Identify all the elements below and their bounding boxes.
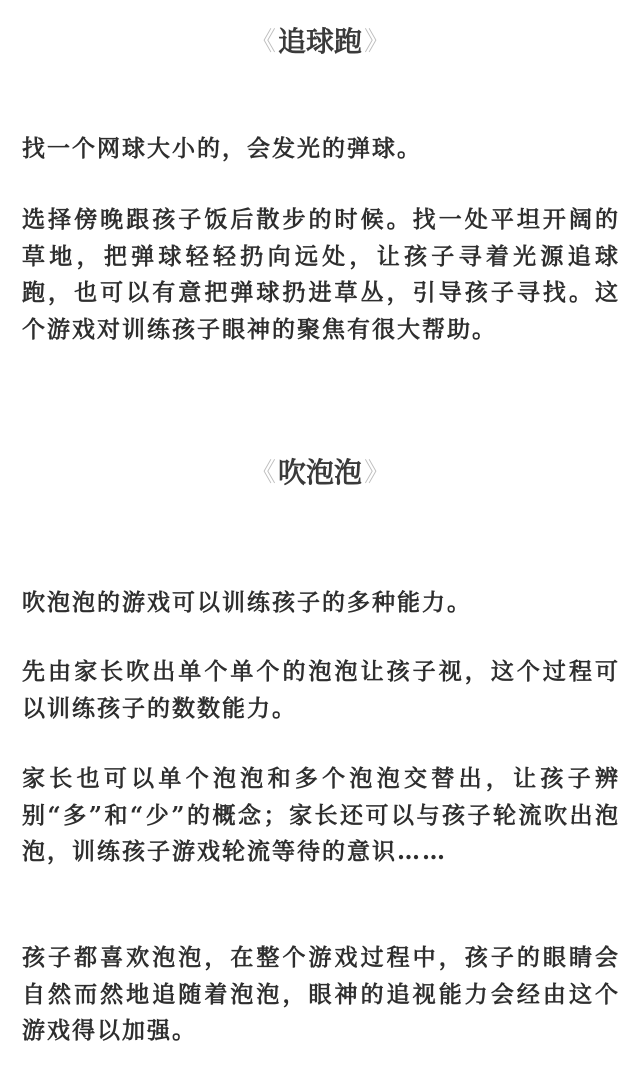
- title-left-mark: 《: [249, 458, 276, 488]
- section-title-chase-ball: [0, 24, 640, 60]
- paragraph: 吹泡泡的游戏可以训练孩子的多种能力。: [22, 589, 472, 616]
- section-title-text: 追球跑: [277, 25, 362, 58]
- paragraph: 找一个网球大小的，会发光的弹球。: [22, 135, 422, 162]
- title-right-mark: 》: [364, 27, 391, 57]
- paragraph: 选择傍晚跟孩子饭后散步的时候。找一处平坦开阔的草地，把弹球轻轻扔向远处，让孩子寻着光源追球跑，也可以有意把弹球扔进草丛，引导孩子寻找。这个游戏对训练孩子眼神的聚焦有很大帮助。: [22, 206, 620, 343]
- title-right-mark: 》: [364, 458, 391, 488]
- title-left-mark: 《: [249, 27, 276, 57]
- section-title-text: 吹泡泡: [277, 456, 362, 489]
- paragraph: 家长也可以单个泡泡和多个泡泡交替出，让孩子辨别“多”和“少”的概念；家长还可以与孩子轮流吹出泡泡，训练孩子游戏轮流等待的意识……: [22, 765, 620, 865]
- paragraph: 先由家长吹出单个单个的泡泡让孩子视，这个过程可以训练孩子的数数能力。: [22, 658, 620, 722]
- paragraph: 孩子都喜欢泡泡，在整个游戏过程中，孩子的眼睛会自然而然地追随着泡泡，眼神的追视能力会经由这个游戏得以加强。: [22, 944, 620, 1044]
- section-title-blow-bubbles: [0, 455, 640, 491]
